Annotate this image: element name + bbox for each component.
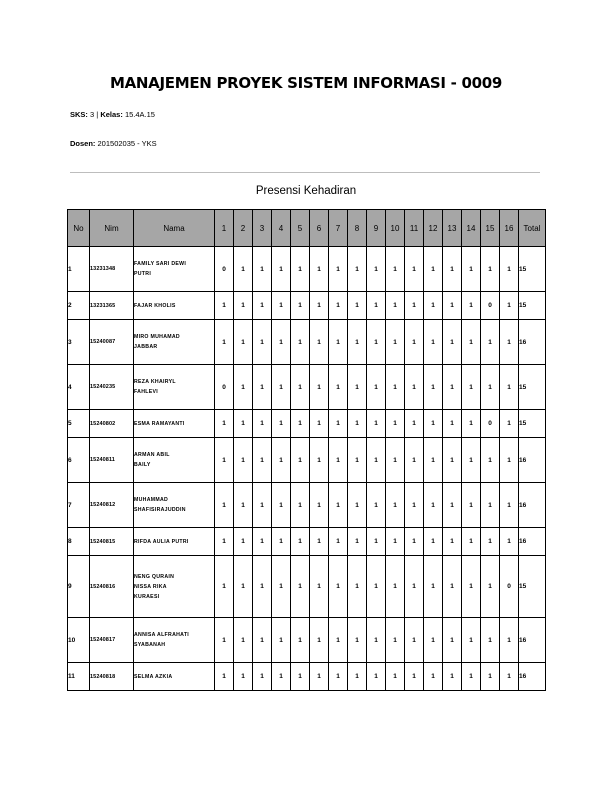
table-row [68, 410, 546, 438]
attendance-cell: 1 [443, 410, 462, 438]
attendance-cell: 1 [386, 247, 405, 292]
attendance-cell: 1 [234, 247, 253, 292]
attendance-cell: 1 [367, 438, 386, 483]
attendance-cell: 1 [234, 618, 253, 663]
attendance-cell: 1 [481, 528, 500, 556]
student-nim: 15240811 [90, 438, 134, 483]
column-header: 13 [443, 210, 462, 247]
attendance-cell: 1 [443, 365, 462, 410]
attendance-cell: 1 [386, 528, 405, 556]
attendance-cell: 1 [443, 247, 462, 292]
attendance-cell: 1 [481, 438, 500, 483]
student-name-line: ARMAN ABIL [134, 452, 170, 458]
row-number: 10 [68, 618, 90, 663]
attendance-cell: 1 [234, 438, 253, 483]
column-header: 12 [424, 210, 443, 247]
attendance-cell: 1 [481, 365, 500, 410]
attendance-cell: 1 [462, 438, 481, 483]
attendance-cell: 1 [310, 292, 329, 320]
student-name-line: JABBAR [134, 344, 158, 350]
attendance-cell: 1 [348, 292, 367, 320]
attendance-cell: 1 [215, 618, 234, 663]
attendance-cell: 1 [234, 556, 253, 618]
attendance-cell: 1 [329, 365, 348, 410]
attendance-cell: 1 [234, 483, 253, 528]
column-header: 2 [234, 210, 253, 247]
attendance-cell: 1 [272, 247, 291, 292]
attendance-cell: 1 [386, 483, 405, 528]
attendance-cell: 1 [500, 410, 519, 438]
attendance-total: 16 [519, 320, 546, 365]
attendance-cell: 1 [443, 320, 462, 365]
table-row [68, 483, 546, 528]
student-nim: 15240817 [90, 618, 134, 663]
attendance-cell: 1 [291, 556, 310, 618]
attendance-cell: 1 [500, 438, 519, 483]
student-name-line: ANNISA ALFRAHATI [134, 632, 190, 638]
attendance-cell: 1 [253, 483, 272, 528]
attendance-cell: 1 [329, 292, 348, 320]
attendance-cell: 1 [367, 618, 386, 663]
attendance-cell: 1 [405, 663, 424, 691]
column-header: 16 [500, 210, 519, 247]
column-header: 15 [481, 210, 500, 247]
attendance-cell: 1 [443, 292, 462, 320]
attendance-cell: 1 [348, 320, 367, 365]
attendance-cell: 1 [424, 292, 443, 320]
attendance-cell: 1 [386, 438, 405, 483]
attendance-cell: 1 [386, 410, 405, 438]
attendance-cell: 0 [215, 247, 234, 292]
student-name [134, 410, 215, 438]
attendance-cell: 1 [291, 528, 310, 556]
attendance-cell: 1 [500, 618, 519, 663]
attendance-cell: 1 [272, 292, 291, 320]
attendance-cell: 1 [500, 663, 519, 691]
attendance-cell: 1 [215, 320, 234, 365]
student-name-line: NENG QURAIN [134, 573, 175, 580]
column-header: 1 [215, 210, 234, 247]
column-header: Total [519, 210, 546, 247]
dosen-label: Dosen: [70, 139, 96, 148]
attendance-cell: 1 [386, 292, 405, 320]
attendance-cell: 1 [462, 663, 481, 691]
attendance-cell: 1 [215, 438, 234, 483]
attendance-cell: 1 [234, 663, 253, 691]
attendance-cell: 1 [272, 483, 291, 528]
attendance-cell: 1 [367, 528, 386, 556]
attendance-cell: 1 [310, 410, 329, 438]
attendance-cell: 1 [367, 483, 386, 528]
divider [70, 172, 540, 173]
attendance-cell: 1 [329, 483, 348, 528]
student-name-line: ESMA RAMAYANTI [134, 420, 185, 427]
attendance-cell: 1 [215, 556, 234, 618]
attendance-cell: 1 [348, 556, 367, 618]
attendance-cell: 1 [272, 410, 291, 438]
attendance-cell: 1 [253, 618, 272, 663]
student-name-line: RIFDA AULIA PUTRI [134, 538, 189, 545]
attendance-cell: 1 [405, 365, 424, 410]
attendance-cell: 1 [348, 438, 367, 483]
row-number: 2 [68, 292, 90, 320]
table-row [68, 618, 546, 663]
column-header: 3 [253, 210, 272, 247]
attendance-cell: 1 [462, 528, 481, 556]
student-name-line: PUTRI [134, 271, 152, 277]
dosen-value: 201502035 - YKS [97, 139, 157, 148]
column-header: No [68, 210, 90, 247]
student-nim: 15240816 [90, 556, 134, 618]
attendance-cell: 1 [310, 247, 329, 292]
student-nim: 13231365 [90, 292, 134, 320]
student-name-line: NISSA RIKA [134, 583, 167, 590]
attendance-cell: 1 [386, 365, 405, 410]
attendance-cell: 1 [367, 556, 386, 618]
attendance-cell: 1 [462, 618, 481, 663]
attendance-cell: 1 [462, 483, 481, 528]
student-name-line: KURAESI [134, 593, 160, 600]
student-name [134, 247, 215, 292]
student-name-line: SHAFISIRAJUDDIN [134, 507, 186, 513]
student-name [134, 320, 215, 365]
attendance-cell: 1 [462, 556, 481, 618]
attendance-cell: 1 [386, 320, 405, 365]
student-name-line: SELMA AZKIA [134, 673, 173, 680]
table-row [68, 247, 546, 292]
student-name [134, 618, 215, 663]
attendance-cell: 1 [367, 663, 386, 691]
attendance-cell: 1 [310, 365, 329, 410]
attendance-cell: 1 [253, 528, 272, 556]
attendance-cell: 1 [405, 247, 424, 292]
attendance-cell: 1 [310, 320, 329, 365]
attendance-total: 16 [519, 663, 546, 691]
attendance-cell: 1 [310, 483, 329, 528]
student-name [134, 663, 215, 691]
attendance-total: 16 [519, 618, 546, 663]
attendance-total: 15 [519, 410, 546, 438]
student-name-line: BAILY [134, 462, 151, 468]
student-name [134, 438, 215, 483]
attendance-cell: 1 [424, 410, 443, 438]
attendance-cell: 1 [310, 618, 329, 663]
attendance-cell: 1 [291, 292, 310, 320]
attendance-cell: 1 [405, 556, 424, 618]
attendance-cell: 1 [272, 528, 291, 556]
attendance-cell: 1 [424, 663, 443, 691]
attendance-cell: 1 [405, 410, 424, 438]
course-info [70, 110, 155, 119]
column-header: Nama [134, 210, 215, 247]
attendance-cell: 1 [253, 292, 272, 320]
attendance-cell: 1 [234, 320, 253, 365]
attendance-cell: 1 [424, 365, 443, 410]
attendance-cell: 0 [215, 365, 234, 410]
attendance-cell: 1 [443, 483, 462, 528]
attendance-cell: 1 [291, 438, 310, 483]
attendance-cell: 1 [291, 247, 310, 292]
section-title: Presensi Kehadiran [255, 185, 357, 197]
student-name-line: MUHAMMAD [134, 497, 169, 503]
attendance-cell: 1 [386, 556, 405, 618]
student-nim: 13231348 [90, 247, 134, 292]
column-header: 4 [272, 210, 291, 247]
attendance-cell: 1 [443, 618, 462, 663]
attendance-cell: 1 [310, 663, 329, 691]
row-number: 3 [68, 320, 90, 365]
attendance-cell: 1 [405, 292, 424, 320]
column-header: 9 [367, 210, 386, 247]
student-name [134, 483, 215, 528]
attendance-total: 16 [519, 528, 546, 556]
attendance-cell: 1 [500, 247, 519, 292]
attendance-total: 15 [519, 556, 546, 618]
attendance-cell: 1 [329, 618, 348, 663]
column-header: 6 [310, 210, 329, 247]
attendance-cell: 1 [291, 320, 310, 365]
table-header-row [68, 210, 546, 247]
row-number: 5 [68, 410, 90, 438]
attendance-cell: 1 [424, 247, 443, 292]
attendance-total: 15 [519, 247, 546, 292]
column-header: 10 [386, 210, 405, 247]
attendance-cell: 1 [272, 320, 291, 365]
attendance-cell: 1 [462, 292, 481, 320]
attendance-cell: 1 [500, 365, 519, 410]
attendance-cell: 1 [215, 663, 234, 691]
attendance-cell: 1 [386, 618, 405, 663]
sks-label: SKS: [70, 110, 88, 119]
table-row [68, 438, 546, 483]
attendance-cell: 1 [234, 292, 253, 320]
student-name [134, 556, 215, 618]
attendance-cell: 1 [253, 320, 272, 365]
column-header: 14 [462, 210, 481, 247]
table-row [68, 292, 546, 320]
sks-value: 3 [90, 110, 95, 119]
attendance-cell: 1 [272, 365, 291, 410]
info-separator: | [96, 110, 99, 119]
student-nim: 15240087 [90, 320, 134, 365]
attendance-cell: 1 [234, 410, 253, 438]
attendance-cell: 1 [291, 410, 310, 438]
student-name-line: MIRO MUHAMAD [134, 334, 180, 340]
attendance-cell: 1 [462, 320, 481, 365]
attendance-total: 15 [519, 292, 546, 320]
attendance-cell: 1 [310, 528, 329, 556]
table-row [68, 556, 546, 618]
student-name-line: FAJAR KHOLIS [134, 302, 176, 309]
attendance-cell: 1 [424, 438, 443, 483]
attendance-cell: 1 [500, 483, 519, 528]
attendance-cell: 1 [481, 556, 500, 618]
column-header: 5 [291, 210, 310, 247]
attendance-cell: 1 [215, 292, 234, 320]
attendance-cell: 1 [291, 618, 310, 663]
student-nim: 15240812 [90, 483, 134, 528]
attendance-cell: 1 [253, 438, 272, 483]
attendance-cell: 1 [329, 247, 348, 292]
attendance-cell: 1 [272, 618, 291, 663]
attendance-cell: 1 [329, 556, 348, 618]
attendance-cell: 1 [481, 320, 500, 365]
attendance-cell: 0 [481, 410, 500, 438]
attendance-cell: 1 [500, 320, 519, 365]
attendance-cell: 1 [424, 320, 443, 365]
student-name-line: SYABANAH [134, 642, 166, 648]
attendance-cell: 1 [253, 663, 272, 691]
attendance-cell: 1 [215, 528, 234, 556]
page-title: MANAJEMEN PROYEK SISTEM INFORMASI - 0009 [109, 74, 503, 92]
attendance-cell: 1 [329, 438, 348, 483]
column-header: 8 [348, 210, 367, 247]
attendance-cell: 1 [291, 483, 310, 528]
attendance-cell: 1 [443, 556, 462, 618]
attendance-cell: 1 [272, 438, 291, 483]
student-name-line: REZA KHAIRYL [134, 379, 176, 385]
attendance-cell: 1 [253, 556, 272, 618]
attendance-cell: 1 [405, 320, 424, 365]
attendance-cell: 1 [405, 528, 424, 556]
attendance-cell: 1 [329, 663, 348, 691]
row-number: 8 [68, 528, 90, 556]
attendance-cell: 1 [367, 410, 386, 438]
kelas-value: 15.4A.15 [124, 110, 155, 119]
attendance-cell: 1 [329, 320, 348, 365]
attendance-cell: 1 [424, 483, 443, 528]
attendance-cell: 1 [367, 320, 386, 365]
kelas-label: Kelas: [100, 110, 123, 119]
table-row [68, 528, 546, 556]
attendance-cell: 1 [481, 247, 500, 292]
attendance-cell: 1 [462, 410, 481, 438]
attendance-cell: 1 [443, 528, 462, 556]
attendance-cell: 1 [367, 247, 386, 292]
table-row [68, 663, 546, 691]
attendance-cell: 1 [481, 618, 500, 663]
student-name [134, 528, 215, 556]
attendance-cell: 1 [348, 618, 367, 663]
row-number: 11 [68, 663, 90, 691]
student-name [134, 292, 215, 320]
attendance-cell: 1 [310, 438, 329, 483]
attendance-table [67, 209, 546, 691]
row-number: 7 [68, 483, 90, 528]
student-nim: 15240802 [90, 410, 134, 438]
attendance-cell: 1 [291, 365, 310, 410]
table-row [68, 365, 546, 410]
attendance-cell: 1 [405, 438, 424, 483]
attendance-total: 16 [519, 438, 546, 483]
attendance-cell: 1 [329, 528, 348, 556]
student-name [134, 365, 215, 410]
table-row [68, 320, 546, 365]
row-number: 9 [68, 556, 90, 618]
attendance-cell: 1 [462, 247, 481, 292]
attendance-cell: 1 [215, 483, 234, 528]
attendance-cell: 1 [481, 663, 500, 691]
attendance-cell: 1 [234, 528, 253, 556]
lecturer-info [70, 139, 157, 148]
attendance-cell: 1 [348, 247, 367, 292]
student-nim: 15240815 [90, 528, 134, 556]
student-name-line: FAHLEVI [134, 389, 159, 395]
attendance-cell: 1 [253, 247, 272, 292]
column-header: 11 [405, 210, 424, 247]
student-nim: 15240818 [90, 663, 134, 691]
attendance-cell: 0 [500, 556, 519, 618]
attendance-cell: 1 [481, 483, 500, 528]
attendance-cell: 1 [348, 483, 367, 528]
attendance-cell: 1 [310, 556, 329, 618]
attendance-cell: 1 [443, 438, 462, 483]
attendance-cell: 1 [500, 292, 519, 320]
attendance-total: 15 [519, 365, 546, 410]
attendance-cell: 1 [234, 365, 253, 410]
attendance-cell: 1 [405, 618, 424, 663]
attendance-cell: 1 [443, 663, 462, 691]
attendance-cell: 1 [367, 292, 386, 320]
attendance-cell: 1 [348, 528, 367, 556]
attendance-cell: 1 [215, 410, 234, 438]
attendance-total: 16 [519, 483, 546, 528]
column-header: 7 [329, 210, 348, 247]
attendance-cell: 1 [424, 618, 443, 663]
attendance-cell: 1 [329, 410, 348, 438]
row-number: 6 [68, 438, 90, 483]
attendance-cell: 1 [386, 663, 405, 691]
attendance-cell: 1 [348, 663, 367, 691]
attendance-cell: 1 [348, 410, 367, 438]
attendance-cell: 1 [253, 365, 272, 410]
attendance-cell: 1 [424, 556, 443, 618]
student-nim: 15240235 [90, 365, 134, 410]
attendance-cell: 1 [424, 528, 443, 556]
attendance-cell: 1 [405, 483, 424, 528]
attendance-cell: 1 [272, 663, 291, 691]
attendance-cell: 1 [291, 663, 310, 691]
attendance-cell: 1 [367, 365, 386, 410]
attendance-cell: 1 [500, 528, 519, 556]
student-name-line: FAMILY SARI DEWI [134, 261, 187, 267]
attendance-cell: 1 [253, 410, 272, 438]
row-number: 1 [68, 247, 90, 292]
attendance-cell: 1 [348, 365, 367, 410]
attendance-cell: 0 [481, 292, 500, 320]
row-number: 4 [68, 365, 90, 410]
column-header: Nim [90, 210, 134, 247]
attendance-cell: 1 [462, 365, 481, 410]
attendance-cell: 1 [272, 556, 291, 618]
